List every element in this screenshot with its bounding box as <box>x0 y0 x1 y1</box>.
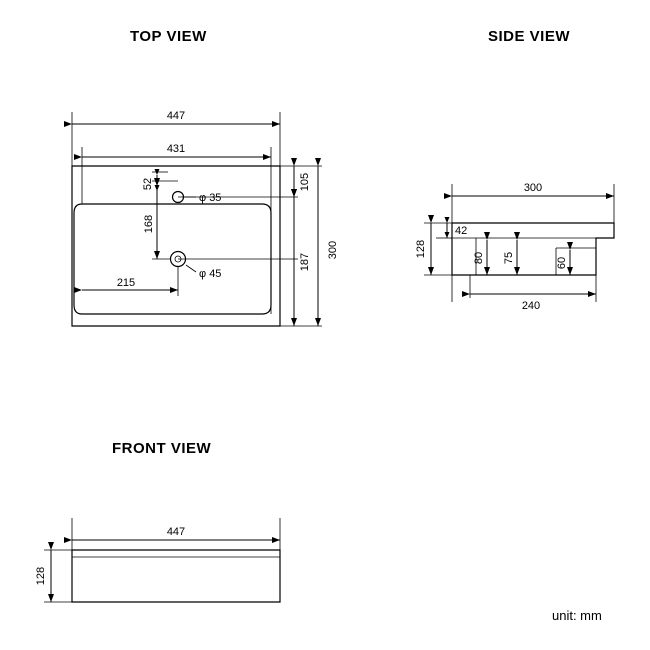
dim-side-75: 75 <box>503 251 515 265</box>
side-view-title: SIDE VIEW <box>488 28 571 45</box>
dim-top-215: 215 <box>116 277 136 289</box>
dim-top-431: 431 <box>166 143 186 155</box>
dim-side-42: 42 <box>455 225 468 237</box>
top-view-group <box>72 110 339 326</box>
dim-side-60: 60 <box>556 256 568 270</box>
dim-top-187: 187 <box>299 252 311 272</box>
dim-side-240: 240 <box>521 300 541 312</box>
dim-top-52: 52 <box>142 177 154 191</box>
dim-side-128: 128 <box>415 239 427 259</box>
dim-front-447: 447 <box>166 526 186 538</box>
unit-note: unit: mm <box>552 608 602 623</box>
top-view-outline <box>72 166 280 326</box>
dim-side-80: 80 <box>473 251 485 265</box>
dim-side-300: 300 <box>523 182 543 194</box>
side-view-group <box>415 182 614 312</box>
dim-top-phi35: φ 35 <box>199 192 222 204</box>
top-view-title: TOP VIEW <box>130 28 207 45</box>
dim-top-168: 168 <box>143 214 155 234</box>
dim-top-phi45: φ 45 <box>199 268 222 280</box>
dim-top-447: 447 <box>166 110 186 122</box>
dim-top-300: 300 <box>327 240 339 260</box>
dim-top-105: 105 <box>299 172 311 192</box>
leader-line-drain <box>186 265 196 272</box>
dim-front-128: 128 <box>35 566 47 586</box>
front-view-title: FRONT VIEW <box>112 440 212 457</box>
front-view-outline <box>72 550 280 602</box>
front-view-group <box>35 518 280 602</box>
